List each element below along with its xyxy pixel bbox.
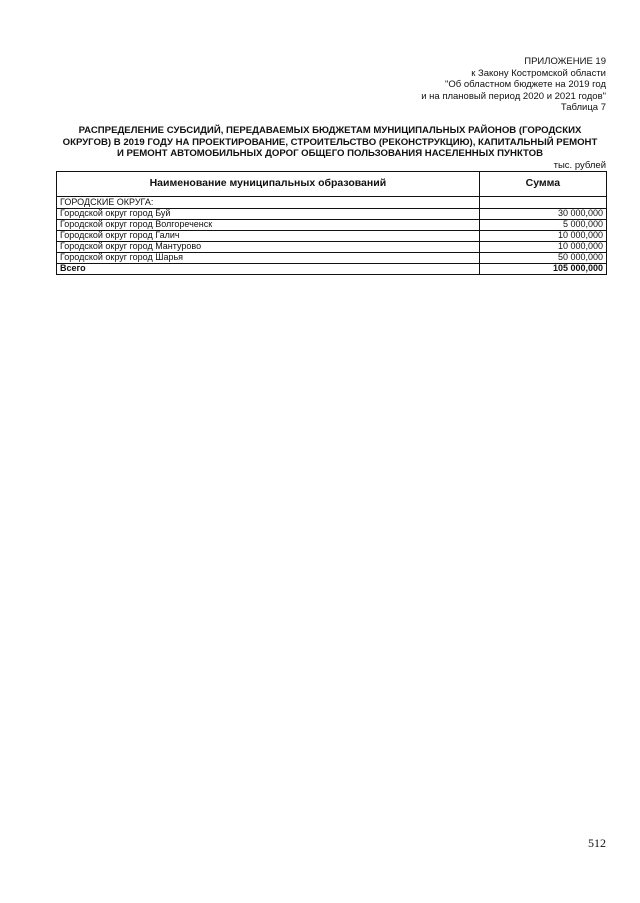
table-header-row bbox=[57, 172, 607, 197]
appendix-header bbox=[421, 56, 606, 114]
title-line-1: РАСПРЕДЕЛЕНИЕ СУБСИДИЙ, ПЕРЕДАВАЕМЫХ БЮДЖЕТАМ МУНИЦИПАЛЬНЫХ РАЙОНОВ (ГОРОДСКИХ bbox=[78, 125, 582, 136]
row-sum: 10 000,000 bbox=[479, 231, 606, 242]
table-row bbox=[57, 242, 607, 253]
table-row bbox=[57, 231, 607, 242]
row-sum: 5 000,000 bbox=[479, 220, 606, 231]
group-sum-empty bbox=[479, 197, 606, 209]
row-name: Городской округ город Мантурово bbox=[57, 242, 480, 253]
title-line-2: ОКРУГОВ) В 2019 ГОДУ НА ПРОЕКТИРОВАНИЕ, СТРОИТЕЛЬСТВО (РЕКОНСТРУКЦИЮ), КАПИТАЛЬНЫЙ РЕМОНТ bbox=[62, 136, 598, 148]
header-sum: Сумма bbox=[479, 172, 606, 197]
group-row bbox=[57, 197, 607, 209]
appendix-law-reference: к Закону Костромской области bbox=[471, 67, 606, 79]
row-name: Городской округ город Буй bbox=[57, 209, 480, 220]
total-row bbox=[57, 264, 607, 275]
appendix-law-period: и на плановый период 2020 и 2021 годов" bbox=[421, 90, 606, 102]
appendix-number: ПРИЛОЖЕНИЕ 19 bbox=[524, 56, 606, 67]
appendix-law-title: "Об областном бюджете на 2019 год bbox=[445, 79, 606, 91]
total-label: Всего bbox=[57, 264, 480, 275]
units-label: тыс. рублей bbox=[553, 160, 606, 171]
row-sum: 50 000,000 bbox=[479, 253, 606, 264]
row-sum: 30 000,000 bbox=[479, 209, 606, 220]
table-row bbox=[57, 220, 607, 231]
header-name: Наименование муниципальных образований bbox=[57, 172, 480, 197]
title-line-3: И РЕМОНТ АВТОМОБИЛЬНЫХ ДОРОГ ОБЩЕГО ПОЛЬЗОВАНИЯ НАСЕЛЕННЫХ ПУНКТОВ bbox=[116, 148, 544, 160]
group-label: ГОРОДСКИЕ ОКРУГА: bbox=[57, 197, 480, 209]
table-row bbox=[57, 253, 607, 264]
document-title bbox=[56, 125, 604, 160]
total-sum: 105 000,000 bbox=[479, 264, 606, 275]
row-sum: 10 000,000 bbox=[479, 242, 606, 253]
page-number: 512 bbox=[588, 836, 606, 850]
row-name: Городской округ город Галич bbox=[57, 231, 480, 242]
row-name: Городской округ город Шарья bbox=[57, 253, 480, 264]
appendix-table-number: Таблица 7 bbox=[560, 102, 606, 114]
table-row bbox=[57, 209, 607, 220]
subsidy-table bbox=[56, 171, 607, 275]
row-name: Городской округ город Волгореченск bbox=[57, 220, 480, 231]
